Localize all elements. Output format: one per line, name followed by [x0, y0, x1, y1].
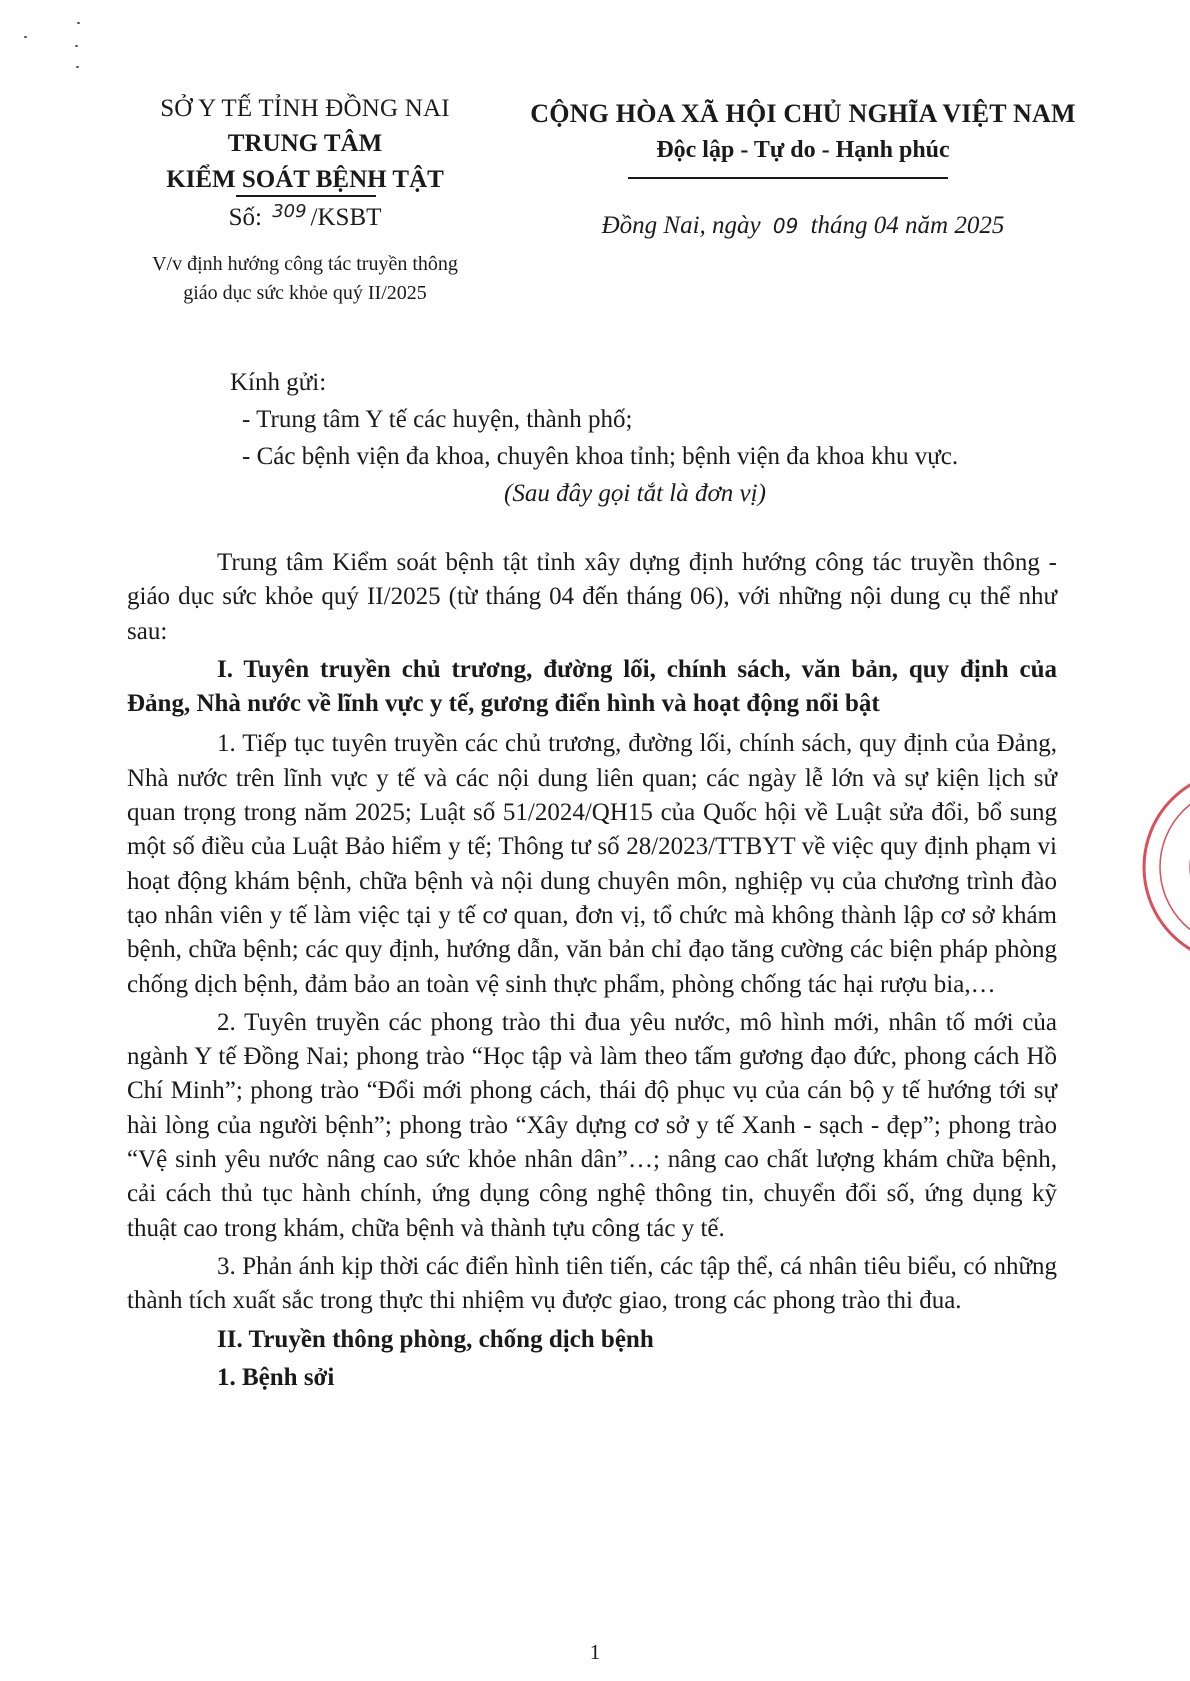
scan-speck: [77, 22, 80, 24]
scan-speck: [24, 36, 27, 38]
national-motto: Độc lập - Tự do - Hạnh phúc: [656, 137, 950, 163]
recipients-note: (Sau đây gọi tắt là đơn vị): [504, 480, 766, 507]
number-prefix: Số:: [228, 204, 262, 231]
nation-title: CỘNG HÒA XÃ HỘI CHỦ NGHĨA VIỆT NAM: [530, 99, 1076, 128]
motto-underline: [628, 177, 948, 179]
handwritten-number: 309: [272, 201, 307, 222]
document-body: [127, 546, 1057, 1399]
scan-speck: [75, 45, 78, 47]
subject-line2: giáo dục sức khỏe quý II/2025: [183, 282, 427, 304]
recipient-item: - Trung tâm Y tế các huyện, thành phố;: [242, 406, 633, 433]
section-1-item-1: 1. Tiếp tục tuyên truyền các chủ trương, đường lối, chính sách, quy định của Đảng, Nhà nước trên lĩnh vực y tế và các nội dung liên quan; các ngày lễ lớn và sự kiện lịch sử quan trọng trong năm 2025; Luật số 51/2024/QH15 của Quốc hội về Luật sửa đổi, bổ sung một số điều của Luật Bảo hiểm y tế; Thông tư số 28/2023/TTBYT về việc quy định phạm vi hoạt động khám bệnh, chữa bệnh và nội dung chuyên môn, nghiệp vụ của chương trình đào tạo nhân viên y tế làm việc tại y tế cơ quan, đơn vị, tổ chức mà không thành lập cơ sở khám bệnh, chữa bệnh; các quy định, hướng dẫn, văn bản chỉ đạo tăng cường các biện pháp phòng chống dịch bệnh, đảm bảo an toàn vệ sinh thực phẩm, phòng chống tác hại rượu bia,…: [127, 730, 1057, 998]
section-1-item-2: 2. Tuyên truyền các phong trào thi đua yêu nước, mô hình mới, nhân tố mới của ngành Y tế Đồng Nai; phong trào “Học tập và làm theo tấm gương đạo đức, phong cách Hồ Chí Minh”; phong trào “Đổi mới phong cách, thái độ phục vụ của cán bộ y tế hướng tới sự hài lòng của người bệnh”; phong trào “Xây dựng cơ sở y tế Xanh - sạch - đẹp”; phong trào “Vệ sinh yêu nước nâng cao sức khỏe nhân dân”…; nâng cao chất lượng khám chữa bệnh, cải cách thủ tục hành chính, ứng dụng công nghệ thông tin, chuyển đổi số, ứng dụng kỹ thuật cao trong khám, chữa bệnh và thành tựu công tác y tế.: [127, 1008, 1057, 1242]
recipients-greeting: Kính gửi:: [230, 369, 327, 396]
issuer-underline: [236, 195, 376, 197]
document-subject: [130, 250, 480, 308]
unit-name-line2: KIỂM SOÁT BỆNH TẬT: [166, 166, 444, 193]
handwritten-day: 09: [772, 214, 799, 238]
section-2-heading: II. Truyền thông phòng, chống dịch bệnh: [217, 1325, 654, 1353]
unit-name-line1: TRUNG TÂM: [227, 130, 383, 157]
recipients-block: [230, 364, 1110, 512]
section-1-heading: I. Tuyên truyền chủ trương, đường lối, chính sách, văn bản, quy định của Đảng, Nhà nước về lĩnh vực y tế, gương điển hình và hoạt động nổi bật: [127, 655, 1057, 718]
page-number: 1: [589, 1640, 601, 1664]
red-seal-stamp: [1128, 762, 1190, 972]
section-2-item-1-heading: 1. Bệnh sởi: [217, 1363, 335, 1391]
date-prefix: Đồng Nai, ngày: [601, 212, 761, 239]
date-suffix: tháng 04 năm 2025: [810, 212, 1005, 239]
recipient-item: - Các bệnh viện đa khoa, chuyên khoa tỉnh; bệnh viện đa khoa khu vực.: [242, 443, 959, 470]
issue-date: [508, 212, 1098, 240]
intro-paragraph: Trung tâm Kiểm soát bệnh tật tỉnh xây dựng định hướng công tác truyền thông - giáo dục sức khỏe quý II/2025 (từ tháng 04 đến tháng 06), với những nội dung cụ thể như sau:: [127, 549, 1057, 645]
national-header: [508, 96, 1098, 240]
section-1-item-3: 3. Phản ánh kịp thời các điển hình tiên tiến, các tập thể, cá nhân tiêu biểu, có những thành tích xuất sắc trong thực thi nhiệm vụ được giao, trong các phong trào thi đua.: [127, 1252, 1057, 1315]
issuer-block: [130, 92, 480, 308]
department-name: SỞ Y TẾ TỈNH ĐỒNG NAI: [160, 95, 450, 122]
scan-speck: [76, 66, 79, 68]
number-suffix: /KSBT: [310, 204, 382, 231]
subject-line1: V/v định hướng công tác truyền thông: [152, 253, 458, 275]
document-number: [130, 200, 480, 238]
